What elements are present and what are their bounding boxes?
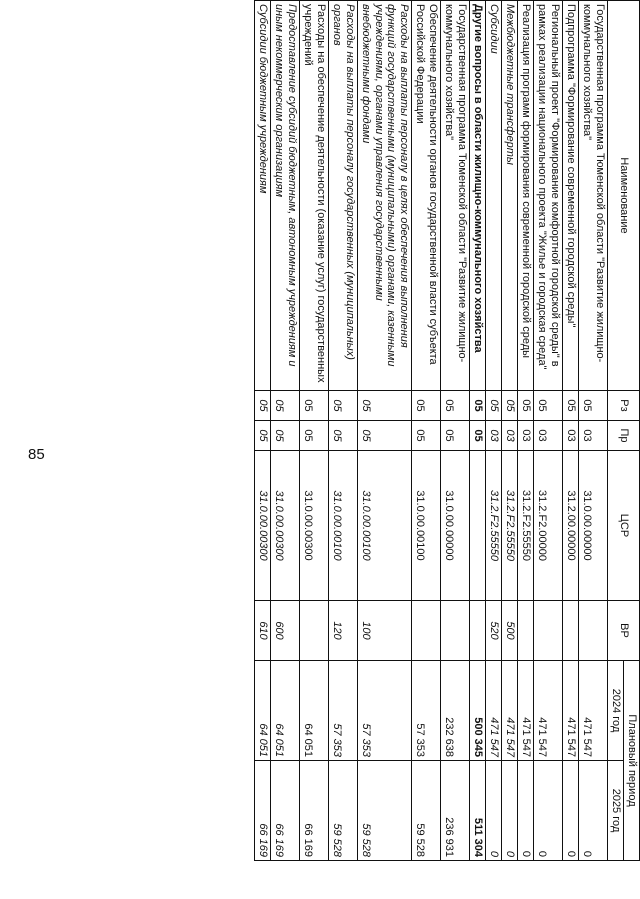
cell-csr: 31.0.00.00100: [357, 451, 412, 601]
cell-y2025: 59 528: [328, 761, 357, 861]
cell-vr: [441, 601, 470, 661]
table-row: [486, 1, 502, 861]
cell-y2024: 64 051: [254, 661, 270, 761]
cell-csr: 31.2.F2.00000: [534, 451, 563, 601]
cell-vr: 600: [270, 601, 299, 661]
cell-y2024: 64 051: [270, 661, 299, 761]
header-rz: Рз: [608, 391, 640, 421]
cell-y2024: 500 345: [470, 661, 486, 761]
cell-vr: 120: [328, 601, 357, 661]
cell-rz: 05: [470, 391, 486, 421]
table-row: [579, 1, 608, 861]
cell-pr: 03: [486, 421, 502, 451]
cell-csr: [470, 451, 486, 601]
cell-csr: 31.0.00.00000: [441, 451, 470, 601]
cell-rz: 05: [254, 391, 270, 421]
cell-pr: 05: [470, 421, 486, 451]
cell-name: Подпрограмма "Формирование современной городской среды": [563, 1, 579, 391]
page-number: 85: [28, 446, 45, 463]
cell-pr: 05: [254, 421, 270, 451]
cell-name: Расходы на обеспечение деятельности (оказание услуг) государственных учреждений: [299, 1, 328, 391]
cell-y2024: 471 547: [534, 661, 563, 761]
cell-rz: 05: [270, 391, 299, 421]
cell-rz: 05: [502, 391, 518, 421]
cell-y2024: 471 547: [486, 661, 502, 761]
header-name: Наименование: [608, 1, 640, 391]
cell-y2025: 0: [534, 761, 563, 861]
cell-name: Межбюджетные трансферты: [502, 1, 518, 391]
cell-y2025: 59 528: [412, 761, 441, 861]
cell-pr: 05: [270, 421, 299, 451]
table-row: [534, 1, 563, 861]
cell-rz: 05: [563, 391, 579, 421]
cell-pr: 03: [534, 421, 563, 451]
cell-name: Другие вопросы в области жилищно-коммунального хозяйства: [470, 1, 486, 391]
table-row: [412, 1, 441, 861]
table-body: [254, 1, 607, 861]
cell-csr: 31.0.00.00100: [328, 451, 357, 601]
cell-y2025: 66 169: [254, 761, 270, 861]
cell-csr: 31.2.F2.55550: [502, 451, 518, 601]
header-planning-period: Плановый период: [624, 661, 640, 861]
table-row: [518, 1, 534, 861]
header-vr: ВР: [608, 601, 640, 661]
cell-name: Обеспечение деятельности органов государственной власти субъекта Российской Федерации: [412, 1, 441, 391]
cell-y2024: 57 353: [357, 661, 412, 761]
cell-name: Региональный проект "Формирование комфортной городской среды" в рамках реализации национального проекта "Жилье и городская среда": [534, 1, 563, 391]
cell-vr: [579, 601, 608, 661]
cell-name: Расходы на выплаты персоналу государственных (муниципальных) органов: [328, 1, 357, 391]
cell-name: Государственная программа Тюменской области "Развитие жилищно-коммунального хозяйства": [579, 1, 608, 391]
table-row: [254, 1, 270, 861]
cell-y2025: 0: [563, 761, 579, 861]
cell-y2025: 511 304: [470, 761, 486, 861]
cell-vr: [534, 601, 563, 661]
table-row: [502, 1, 518, 861]
cell-y2025: 0: [486, 761, 502, 861]
table-row: [299, 1, 328, 861]
header-year-2024: 2024 год: [608, 661, 624, 761]
cell-vr: 520: [486, 601, 502, 661]
cell-rz: 05: [579, 391, 608, 421]
cell-vr: 500: [502, 601, 518, 661]
cell-pr: 03: [579, 421, 608, 451]
cell-y2024: 471 547: [502, 661, 518, 761]
cell-y2025: 59 528: [357, 761, 412, 861]
cell-rz: 05: [518, 391, 534, 421]
cell-pr: 05: [328, 421, 357, 451]
table-row: [328, 1, 357, 861]
budget-table: [254, 0, 640, 861]
cell-vr: [470, 601, 486, 661]
cell-csr: 31.0.00.00300: [299, 451, 328, 601]
cell-pr: 05: [357, 421, 412, 451]
cell-rz: 05: [328, 391, 357, 421]
cell-pr: 03: [563, 421, 579, 451]
cell-y2024: 64 051: [299, 661, 328, 761]
cell-vr: [299, 601, 328, 661]
cell-name: Расходы на выплаты персоналу в целях обеспечения выполнения функций государственными (муниципальными) органами, казенными учреждениями, органами управления государственными внебюджетными фондами: [357, 1, 412, 391]
cell-y2025: 66 169: [270, 761, 299, 861]
cell-name: Субсидии: [486, 1, 502, 391]
cell-y2025: 0: [518, 761, 534, 861]
cell-rz: 05: [412, 391, 441, 421]
header-row: [624, 1, 640, 861]
cell-pr: 05: [299, 421, 328, 451]
table-row: [441, 1, 470, 861]
budget-table-rotated: [105, 0, 640, 860]
cell-rz: 05: [486, 391, 502, 421]
cell-y2024: 471 547: [518, 661, 534, 761]
cell-csr: 31.0.00.00300: [270, 451, 299, 601]
cell-csr: 31.2.00.00000: [563, 451, 579, 601]
cell-vr: 100: [357, 601, 412, 661]
header-pr: Пр: [608, 421, 640, 451]
cell-csr: 31.0.00.00000: [579, 451, 608, 601]
cell-y2025: 0: [502, 761, 518, 861]
table-row: [470, 1, 486, 861]
table-row: [270, 1, 299, 861]
cell-rz: 05: [534, 391, 563, 421]
cell-name: Реализация программ формирования современной городской среды: [518, 1, 534, 391]
cell-y2024: 57 353: [328, 661, 357, 761]
cell-name: Субсидии бюджетным учреждениям: [254, 1, 270, 391]
cell-pr: 05: [441, 421, 470, 451]
cell-pr: 05: [412, 421, 441, 451]
cell-vr: [563, 601, 579, 661]
cell-pr: 03: [518, 421, 534, 451]
cell-vr: [412, 601, 441, 661]
cell-vr: [518, 601, 534, 661]
header-csr: ЦСР: [608, 451, 640, 601]
cell-y2025: 66 169: [299, 761, 328, 861]
header-year-2025: 2025 год: [608, 761, 624, 861]
cell-rz: 05: [299, 391, 328, 421]
cell-csr: 31.2.F2.55550: [518, 451, 534, 601]
cell-vr: 610: [254, 601, 270, 661]
cell-rz: 05: [441, 391, 470, 421]
cell-name: Предоставление субсидий бюджетным, автономным учреждениям и иным некоммерческим организациям: [270, 1, 299, 391]
cell-y2025: 0: [579, 761, 608, 861]
cell-rz: 05: [357, 391, 412, 421]
cell-csr: 31.2.F2.55550: [486, 451, 502, 601]
cell-name: Государственная программа Тюменской области "Развитие жилищно-коммунального хозяйства": [441, 1, 470, 391]
cell-y2024: 471 547: [579, 661, 608, 761]
cell-csr: 31.0.00.00100: [412, 451, 441, 601]
table-row: [357, 1, 412, 861]
cell-y2024: 232 638: [441, 661, 470, 761]
cell-y2024: 57 353: [412, 661, 441, 761]
cell-y2025: 236 931: [441, 761, 470, 861]
table-row: [563, 1, 579, 861]
cell-csr: 31.0.00.00300: [254, 451, 270, 601]
cell-pr: 03: [502, 421, 518, 451]
cell-y2024: 471 547: [563, 661, 579, 761]
